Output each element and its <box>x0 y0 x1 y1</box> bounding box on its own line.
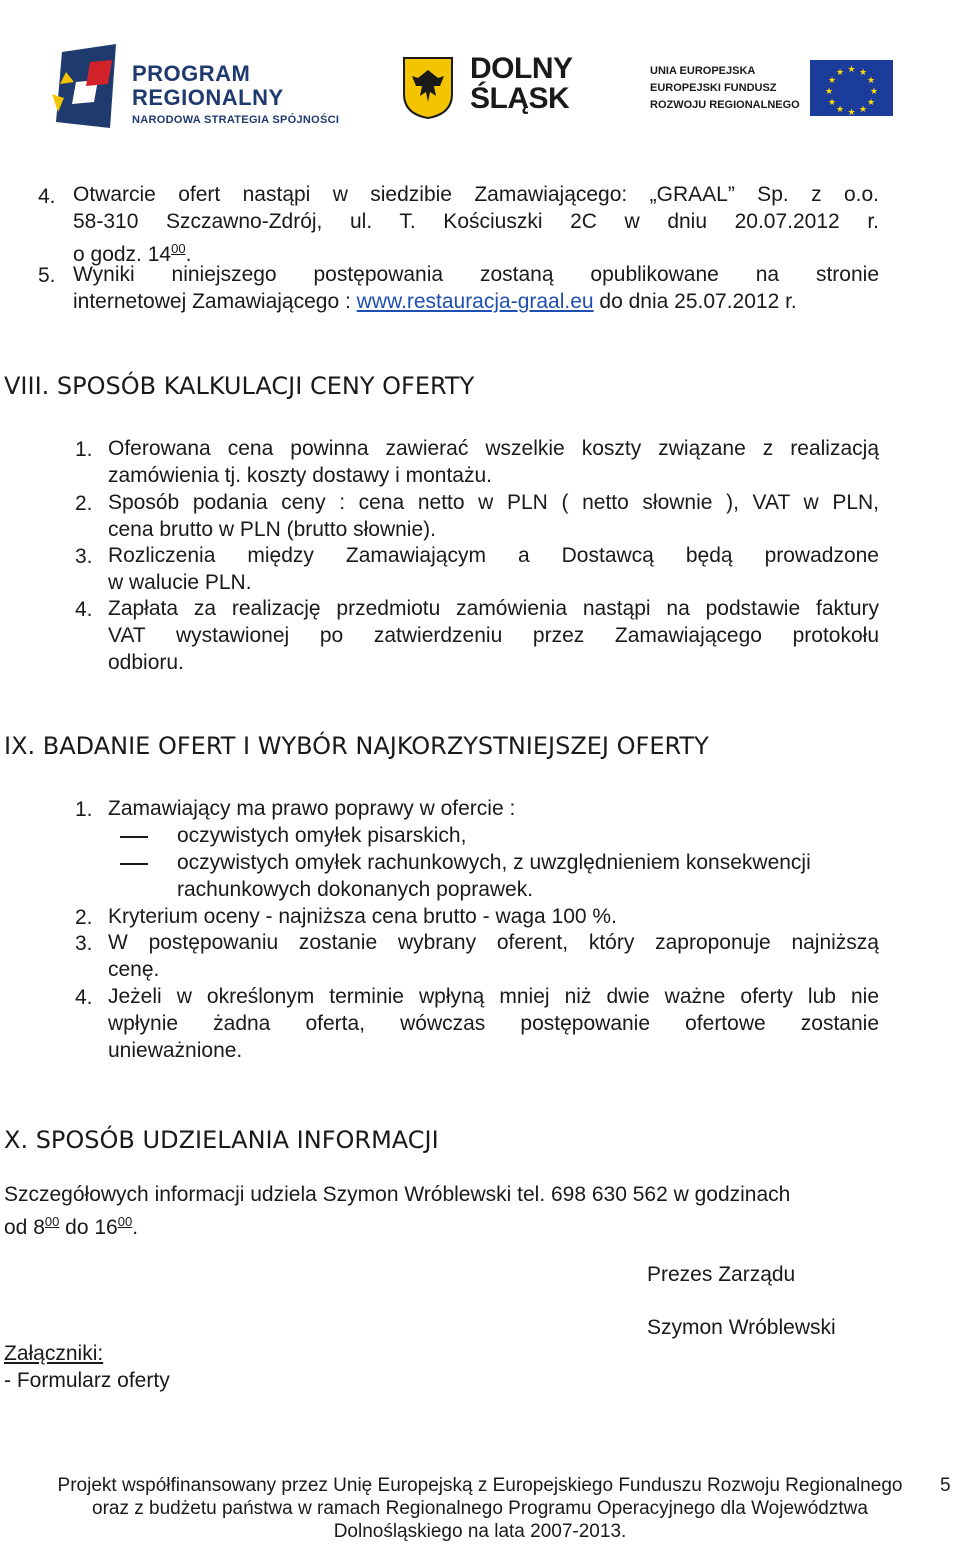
dash-bullet-icon <box>120 863 148 865</box>
paragraph-line: rachunkowych dokonanych poprawek. <box>177 878 534 901</box>
paragraph-line: Szczegółowych informacji udziela Szymon Wróblewski tel. 698 630 562 w godzinach <box>4 1183 791 1206</box>
paragraph-line: VAT wystawionej po zatwierdzeniu przez Zamawiającego protokołu <box>108 624 879 647</box>
svg-text:★: ★ <box>858 105 868 115</box>
item-number: 4. <box>75 598 93 621</box>
eu-logo <box>650 58 900 118</box>
paragraph-line: odbioru. <box>108 651 184 674</box>
svg-text:★: ★ <box>866 76 876 86</box>
paragraph-line: Kryterium oceny - najniższa cena brutto - waga 100 %. <box>108 905 617 928</box>
item-number: 2. <box>75 906 93 929</box>
svg-text:★: ★ <box>835 68 845 78</box>
dolny-slask-crest-icon <box>402 56 454 120</box>
paragraph-line: internetowej Zamawiającego : www.restauracja-graal.eu do dnia 25.07.2012 r. <box>73 290 797 313</box>
item-number: 4. <box>38 185 56 208</box>
paragraph-line: Zamawiający ma prawo poprawy w ofercie : <box>108 797 516 820</box>
section-heading: IX. BADANIE OFERT I WYBÓR NAJKORZYSTNIEJSZEJ OFERTY <box>4 732 709 760</box>
paragraph-line: Wyniki niniejszego postępowania zostaną opublikowane na stronie <box>73 263 879 286</box>
dash-bullet-icon <box>120 836 148 838</box>
paragraph-line: Zapłata za realizację przedmiotu zamówienia nastąpi na podstawie faktury <box>108 597 879 620</box>
page-number: 5 <box>940 1475 951 1496</box>
svg-text:★: ★ <box>866 98 876 108</box>
footer-line: oraz z budżetu państwa w ramach Regionalnego Programu Operacyjnego dla Województwa <box>92 1498 868 1519</box>
paragraph-line: w walucie PLN. <box>108 571 252 594</box>
program-regionalny-logo <box>50 42 350 134</box>
attachments-label: Załączniki: <box>4 1342 104 1365</box>
item-number: 3. <box>75 545 93 568</box>
paragraph-line: Rozliczenia między Zamawiającym a Dostawcą będą prowadzone <box>108 544 879 567</box>
signature-name: Szymon Wróblewski <box>647 1316 836 1339</box>
item-number: 1. <box>75 798 93 821</box>
paragraph-line: W postępowaniu zostanie wybrany oferent, który zaproponuje najniższą <box>108 931 879 954</box>
paragraph-line: oczywistych omyłek rachunkowych, z uwzględnieniem konsekwencji <box>177 851 811 874</box>
footer-line: Projekt współfinansowany przez Unię Europejską z Europejskiego Funduszu Rozwoju Regionalnego <box>57 1475 903 1496</box>
paragraph-line: wpłynie żadna oferta, wówczas postępowanie ofertowe zostanie <box>108 1012 879 1035</box>
paragraph-line: unieważnione. <box>108 1039 243 1062</box>
eu-flag-icon <box>810 60 893 116</box>
paragraph-line: cenę. <box>108 958 160 981</box>
attachment-item: - Formularz oferty <box>4 1369 170 1392</box>
item-number: 5. <box>38 264 56 287</box>
dolny-slask-title: DOLNY ŚLĄSK <box>470 52 573 115</box>
program-regionalny-subtitle: NARODOWA STRATEGIA SPÓJNOŚCI <box>132 114 340 126</box>
section-heading: VIII. SPOSÓB KALKULACJI CENY OFERTY <box>4 372 475 400</box>
svg-text:★: ★ <box>858 68 868 78</box>
paragraph-line: Otwarcie ofert nastąpi w siedzibie Zamawiającego: „GRAAL” Sp. z o.o. <box>73 183 879 206</box>
svg-text:★: ★ <box>847 108 856 116</box>
footer-line: Dolnośląskiego na lata 2007-2013. <box>333 1521 627 1542</box>
item-number: 1. <box>75 438 93 461</box>
paragraph-line: 58-310 Szczawno-Zdrój, ul. T. Kościuszki 2C w dniu 20.07.2012 r. <box>73 210 879 233</box>
website-link[interactable]: www.restauracja-graal.eu <box>356 290 594 313</box>
dolny-slask-logo <box>402 52 602 120</box>
svg-text:★: ★ <box>827 76 837 86</box>
svg-text:★: ★ <box>827 98 837 108</box>
paragraph-line: zamówienia tj. koszty dostawy i montażu. <box>108 464 492 487</box>
item-number: 4. <box>75 986 93 1009</box>
paragraph-line: oczywistych omyłek pisarskich, <box>177 824 467 847</box>
item-number: 2. <box>75 492 93 515</box>
paragraph-line: od $8^{00}$ do $16^{00}$. <box>4 1214 139 1239</box>
svg-text:★: ★ <box>824 87 834 97</box>
item-number: 3. <box>75 932 93 955</box>
program-regionalny-title: PROGRAM REGIONALNY <box>132 61 284 110</box>
program-regionalny-emblem-icon <box>50 42 130 134</box>
paragraph-line: Jeżeli w określonym terminie wpłyną mniej niż dwie ważne oferty lub nie <box>108 985 879 1008</box>
section-heading: X. SPOSÓB UDZIELANIA INFORMACJI <box>4 1126 439 1154</box>
eu-fund-label: UNIA EUROPEJSKA EUROPEJSKI FUNDUSZ ROZWOJU REGIONALNEGO <box>650 65 800 111</box>
paragraph-line: o godz. $14^{00}$. <box>73 241 192 266</box>
paragraph-line: cena brutto w PLN (brutto słownie). <box>108 518 436 541</box>
svg-text:★: ★ <box>847 65 856 75</box>
paragraph-line: Oferowana cena powinna zawierać wszelkie koszty związane z realizacją <box>108 437 879 460</box>
svg-text:★: ★ <box>869 87 879 97</box>
paragraph-line: Sposób podania ceny : cena netto w PLN ( netto słownie ), VAT w PLN, <box>108 491 879 514</box>
signature-title: Prezes Zarządu <box>647 1263 796 1286</box>
svg-text:★: ★ <box>835 105 845 115</box>
